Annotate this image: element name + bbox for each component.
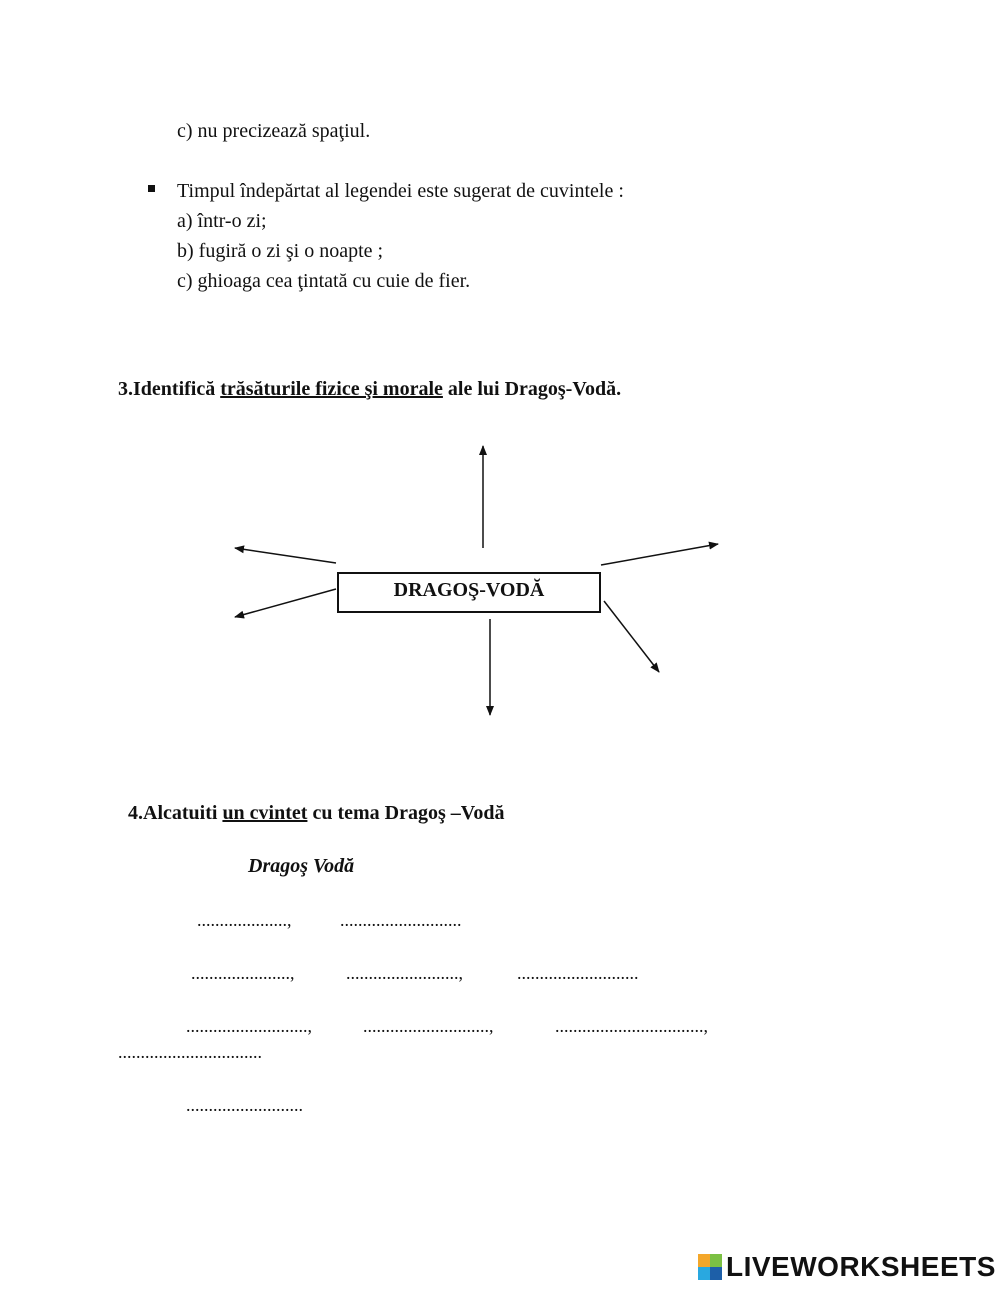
- arrow-upper-right: [601, 544, 718, 565]
- cinquain-line-4d: ................................: [118, 1042, 262, 1062]
- option-c: c) ghioaga cea ţintată cu cuie de fier.: [177, 270, 471, 292]
- question-time: Timpul îndepărtat al legendei este sugerat de cuvintele :: [177, 180, 624, 202]
- cinquain-line-3a: ......................,: [191, 963, 295, 983]
- cinquain-line-4b: ............................,: [363, 1016, 494, 1036]
- cinquain-line-4c: .................................,: [555, 1016, 708, 1036]
- cinquain-line-5: ..........................: [186, 1095, 303, 1115]
- cinquain-line-3b: .........................,: [346, 963, 463, 983]
- center-box-dragos: DRAGOŞ-VODĂ: [337, 572, 601, 613]
- q3-suffix: ale lui Dragoş-Vodă.: [442, 378, 622, 400]
- cinquain-line-3c: ...........................: [517, 963, 639, 983]
- poem-title: Dragoş Vodă: [248, 855, 355, 877]
- q4-suffix: cu tema Dragoş –Vodă: [307, 802, 505, 824]
- liveworksheets-logo-icon: [698, 1254, 722, 1280]
- q4-underlined: un cvintet: [222, 802, 308, 824]
- option-c-space: c) nu precizează spaţiul.: [177, 120, 371, 142]
- q3-underlined: trăsăturile fizice şi morale: [220, 378, 443, 400]
- cinquain-line-2a: ....................,: [197, 910, 292, 930]
- brand-text: LIVEWORKSHEETS: [726, 1251, 996, 1282]
- option-b: b) fugiră o zi şi o noapte ;: [177, 240, 384, 262]
- q4-prefix: 4.Alcatuiti: [128, 802, 223, 824]
- arrow-upper-left: [235, 548, 336, 563]
- liveworksheets-brand: [698, 1252, 996, 1282]
- cinquain-line-2b: ...........................: [340, 910, 462, 930]
- question-4-heading: [128, 802, 504, 825]
- cinquain-line-4a: ...........................,: [186, 1016, 312, 1036]
- q3-prefix: 3.Identifică: [118, 378, 221, 400]
- arrow-lower-left: [235, 589, 336, 617]
- option-a: a) într-o zi;: [177, 210, 267, 232]
- arrow-lower-right: [604, 601, 659, 672]
